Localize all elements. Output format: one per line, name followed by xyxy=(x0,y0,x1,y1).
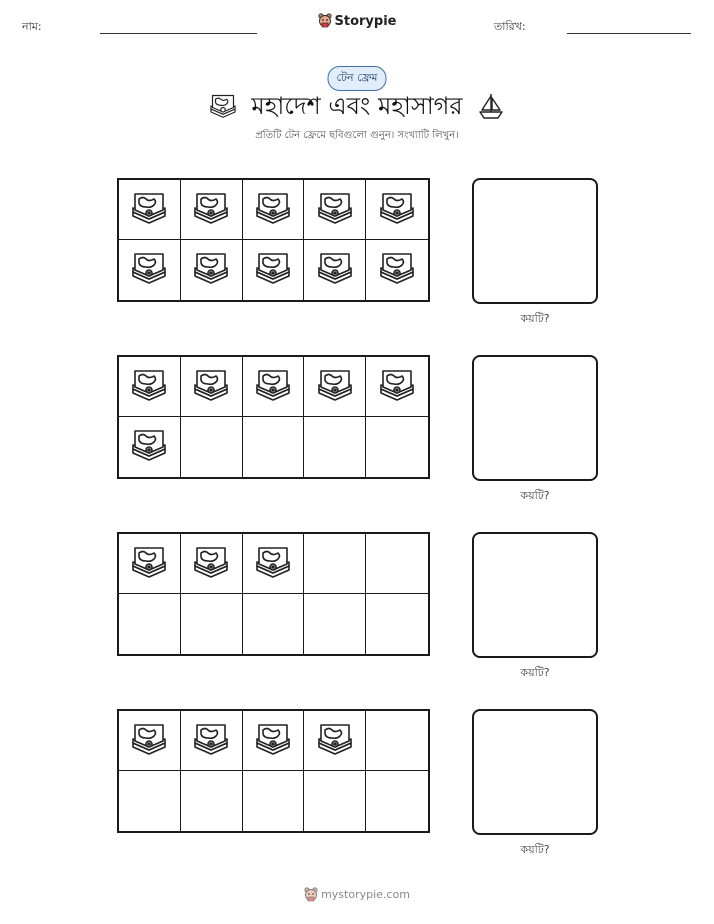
ten-frame-4 xyxy=(117,709,430,833)
frame-cell xyxy=(366,771,428,831)
frame-cell xyxy=(181,357,243,417)
treasure-map-icon xyxy=(191,190,231,230)
answer-prompt-2: কয়টি? xyxy=(520,489,550,502)
answer-box-4[interactable] xyxy=(472,709,598,835)
frame-cell xyxy=(243,180,305,240)
frame-cell xyxy=(366,357,428,417)
frame-cell xyxy=(181,594,243,654)
treasure-map-icon xyxy=(253,250,293,290)
treasure-map-icon xyxy=(129,721,169,761)
ten-frame-2 xyxy=(117,355,430,479)
worksheet-tag: টেন ফ্রেম xyxy=(327,66,386,91)
treasure-map-icon xyxy=(191,367,231,407)
treasure-map-icon xyxy=(191,721,231,761)
date-label: তারিখ: xyxy=(494,20,526,33)
frame-cell xyxy=(119,771,181,831)
treasure-map-icon xyxy=(129,367,169,407)
frame-cell xyxy=(243,534,305,594)
frame-cell xyxy=(181,240,243,300)
frame-cell xyxy=(366,594,428,654)
worksheet-title: মহাদেশ এবং মহাসাগর xyxy=(251,92,463,120)
treasure-map-icon xyxy=(191,250,231,290)
treasure-map-icon xyxy=(129,250,169,290)
ten-frame-3 xyxy=(117,532,430,656)
brand-logo xyxy=(0,13,714,32)
frame-cell xyxy=(366,240,428,300)
treasure-map-icon xyxy=(377,190,417,230)
treasure-map-icon xyxy=(191,544,231,584)
name-line[interactable] xyxy=(100,33,257,34)
frame-cell xyxy=(366,417,428,477)
frame-cell xyxy=(181,534,243,594)
treasure-map-icon xyxy=(253,721,293,761)
frame-cell xyxy=(304,357,366,417)
answer-prompt-3: কয়টি? xyxy=(520,666,550,679)
sailboat-icon xyxy=(478,92,504,124)
frame-cell xyxy=(181,711,243,771)
frame-cell xyxy=(304,417,366,477)
frame-cell xyxy=(304,534,366,594)
answer-box-1[interactable] xyxy=(472,178,598,304)
treasure-map-icon xyxy=(315,367,355,407)
answer-box-2[interactable] xyxy=(472,355,598,481)
frame-cell xyxy=(181,180,243,240)
treasure-map-icon xyxy=(129,190,169,230)
treasure-map-icon xyxy=(253,544,293,584)
frame-cell xyxy=(243,711,305,771)
frame-cell xyxy=(243,357,305,417)
frame-cell xyxy=(181,417,243,477)
frame-cell xyxy=(243,594,305,654)
frame-cell xyxy=(181,771,243,831)
frame-cell xyxy=(304,711,366,771)
frame-cell xyxy=(304,240,366,300)
brand-name: Storypie xyxy=(334,14,397,29)
frame-cell xyxy=(119,534,181,594)
treasure-map-icon xyxy=(377,367,417,407)
frame-cell xyxy=(119,240,181,300)
treasure-map-icon xyxy=(129,427,169,467)
treasure-map-icon xyxy=(253,190,293,230)
footer xyxy=(0,887,714,905)
instruction-text: প্রতিটি টেন ফ্রেমে ছবিগুলো গুনুন। সংখ্যাটি লিখুন। xyxy=(255,130,459,141)
date-line[interactable] xyxy=(567,33,691,34)
frame-cell xyxy=(119,180,181,240)
treasure-map-icon xyxy=(315,190,355,230)
frame-cell xyxy=(366,534,428,594)
treasure-map-icon xyxy=(253,367,293,407)
answer-prompt-1: কয়টি? xyxy=(520,312,550,325)
answer-box-3[interactable] xyxy=(472,532,598,658)
treasure-map-icon xyxy=(377,250,417,290)
mascot-icon xyxy=(318,13,332,32)
frame-cell xyxy=(304,771,366,831)
treasure-map-icon xyxy=(315,721,355,761)
frame-cell xyxy=(366,180,428,240)
frame-cell xyxy=(304,180,366,240)
name-label: নাম: xyxy=(22,20,42,33)
ten-frame-1 xyxy=(117,178,430,302)
frame-cell xyxy=(119,417,181,477)
treasure-map-icon xyxy=(129,544,169,584)
frame-cell xyxy=(243,417,305,477)
footer-url: mystorypie.com xyxy=(321,888,410,901)
frame-cell xyxy=(119,357,181,417)
answer-prompt-4: কয়টি? xyxy=(520,843,550,856)
mascot-icon xyxy=(304,887,318,905)
frame-cell xyxy=(119,711,181,771)
frame-cell xyxy=(304,594,366,654)
frame-cell xyxy=(243,240,305,300)
frame-cell xyxy=(119,594,181,654)
frame-cell xyxy=(366,711,428,771)
treasure-map-icon xyxy=(315,250,355,290)
frame-cell xyxy=(243,771,305,831)
